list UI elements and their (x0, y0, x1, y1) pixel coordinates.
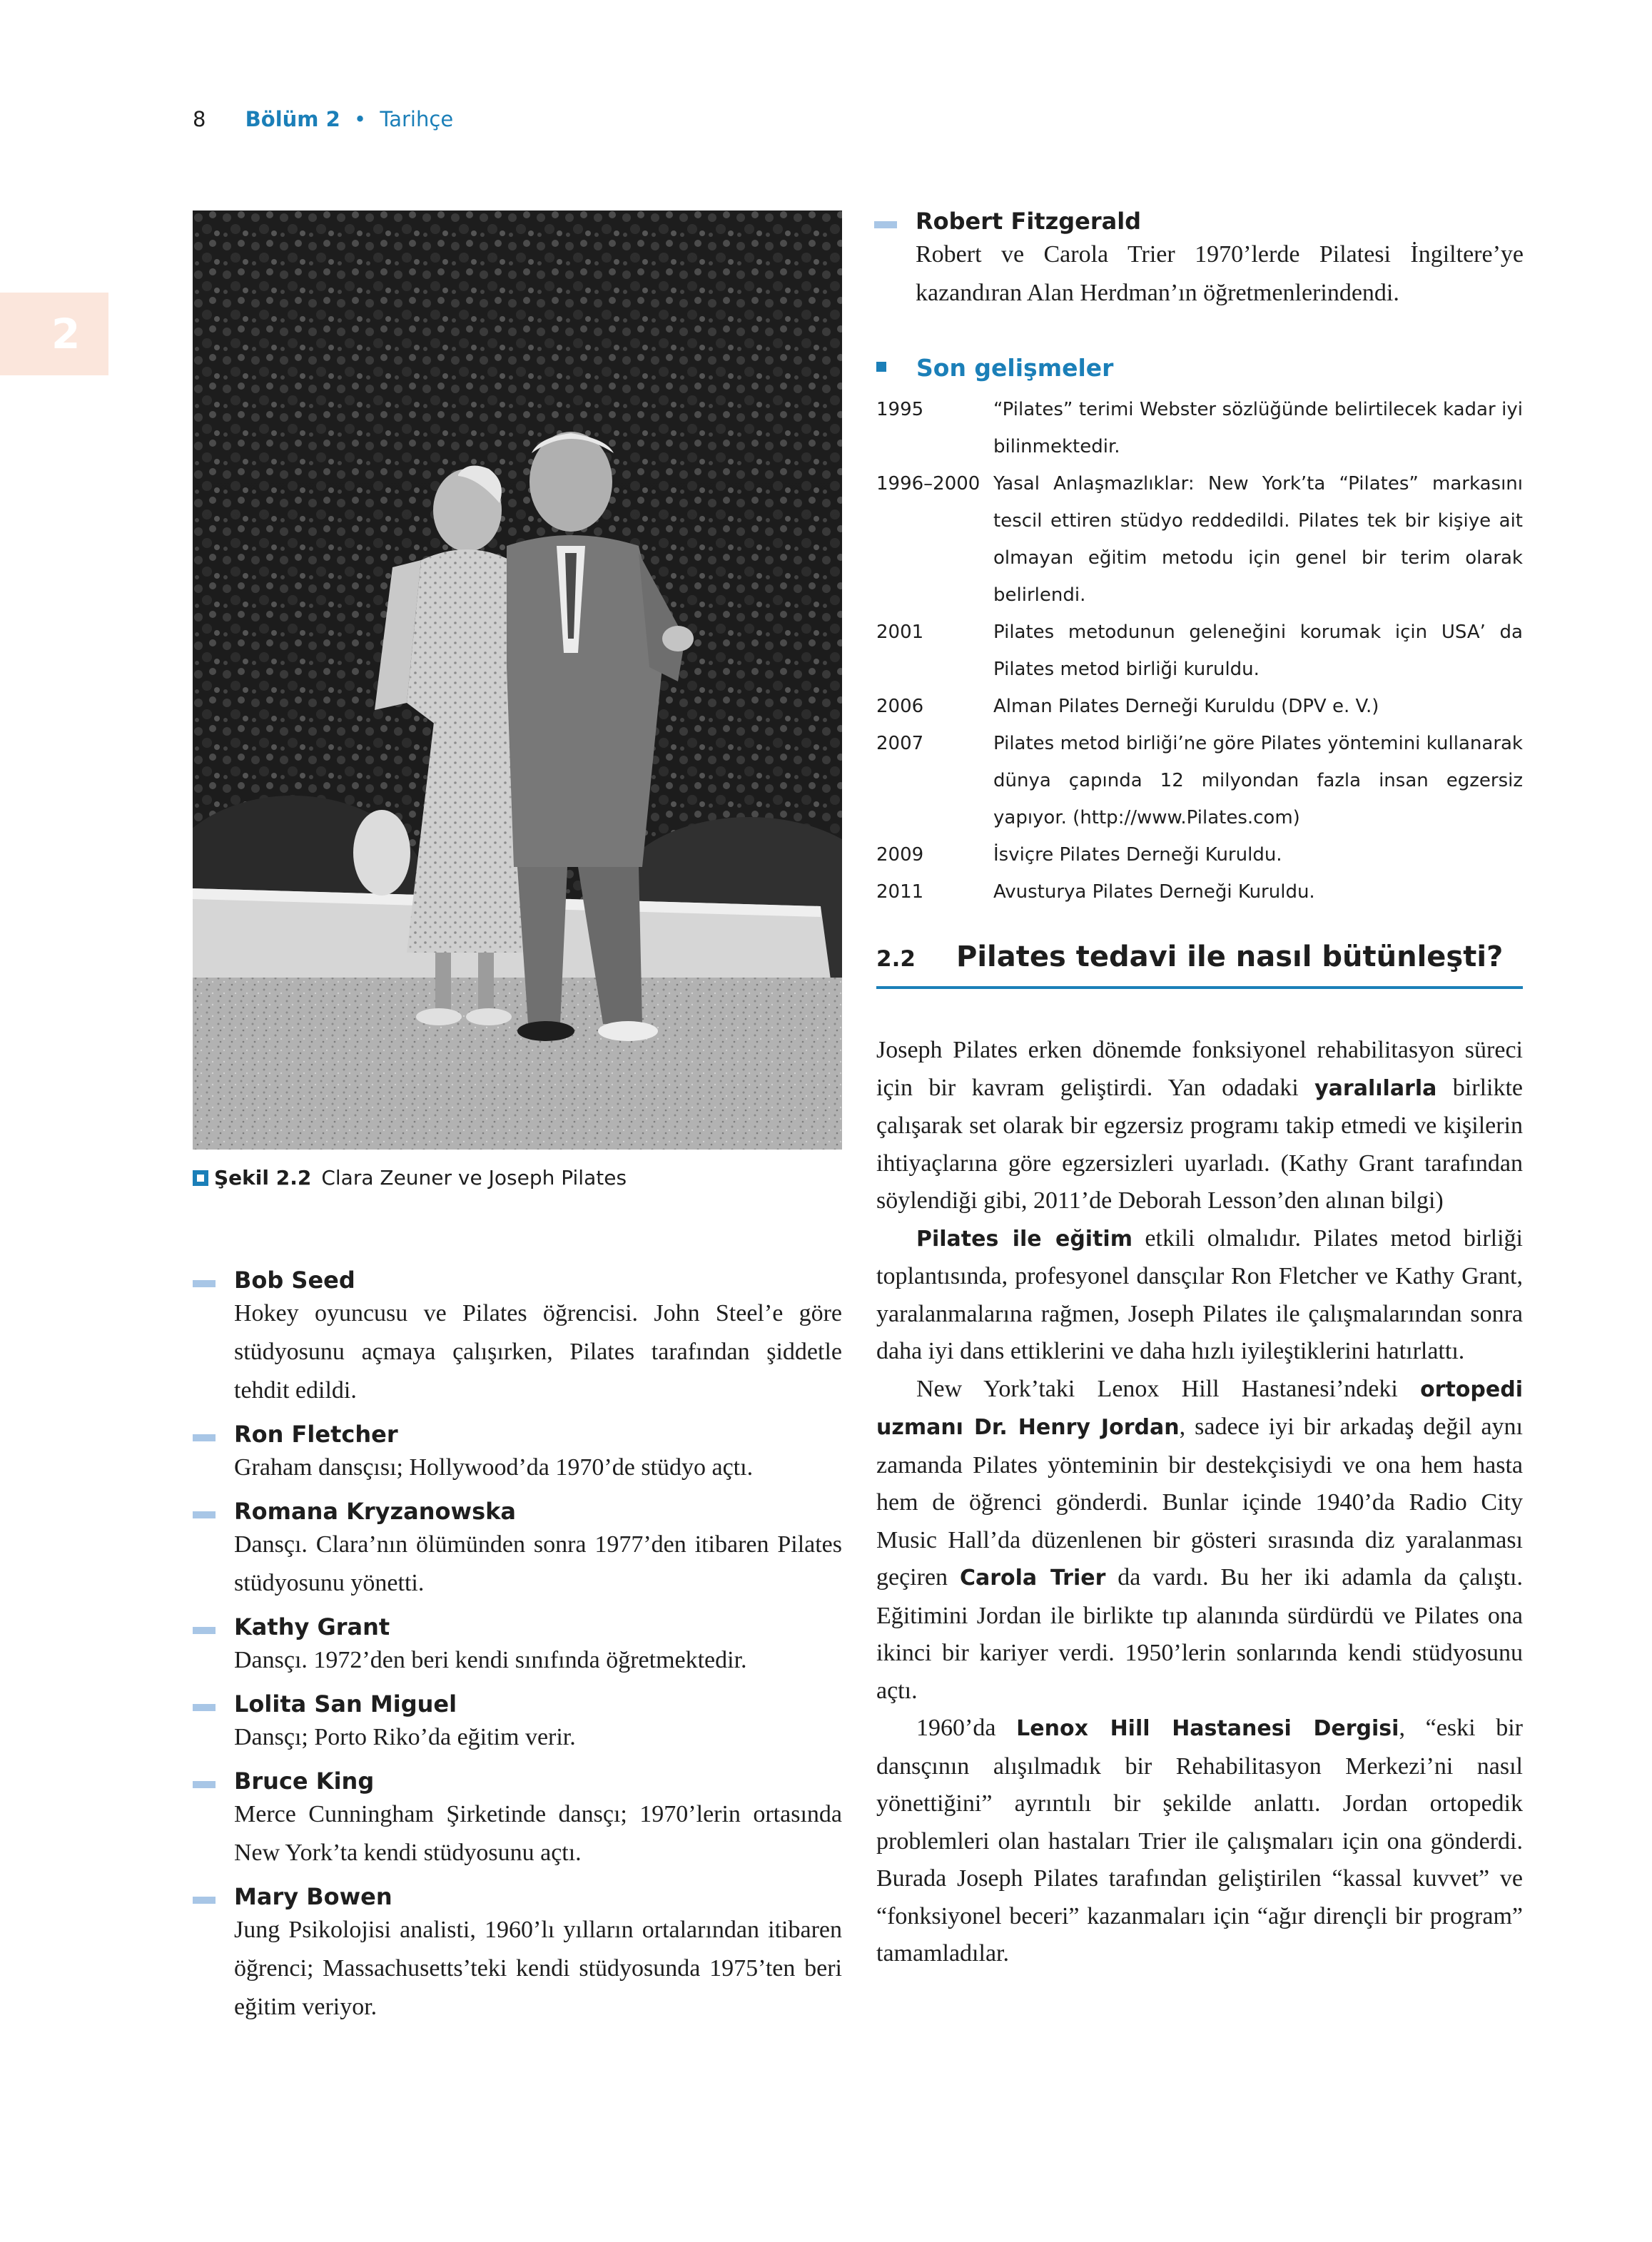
timeline-list (876, 391, 1523, 911)
text-run: 1960’da (916, 1715, 1017, 1741)
bullet-dash-icon (193, 1627, 216, 1634)
timeline-text: İsviçre Pilates Derneği Kuruldu. (993, 844, 1282, 866)
bold-term: Pilates ile eğitim (916, 1226, 1132, 1252)
text-run: Joseph Pilates erken dönemde fonksiyonel rehabilitasyon süreci için bir kavram geliştirdi. Yan odadaki (876, 1037, 1523, 1101)
entry-description: Robert ve Carola Trier 1970’lerde Pilatesi İngiltere’ye kazandıran Alan Herdman’ın öğretmenlerindendi. (916, 241, 1524, 306)
entry-name: Ron Fletcher (234, 1421, 398, 1448)
bullet-dash-icon (193, 1704, 216, 1711)
timeline-row (876, 725, 1523, 836)
figure-caption (193, 1166, 627, 1190)
entry-name: Kathy Grant (234, 1613, 390, 1640)
timeline-year: 2009 (876, 844, 924, 866)
paragraph (876, 1220, 1523, 1371)
list-item (916, 207, 1524, 313)
text-run: etkili olmalıdır. Pilates metod birliği toplantısında, profesyonel dansçılar Ron Fletcher ve Kathy Grant, yaralanmalarına rağmen, Joseph Pilates ile çalışmalarından sonra daha iyi dans ettiklerini ve daha hızlı iyileştiklerini hatırlattı. (876, 1224, 1523, 1364)
bold-term: ortopedi uzmanı Dr. Henry Jordan (876, 1376, 1523, 1440)
entry-name: Romana Kryzanowska (234, 1498, 516, 1525)
bullet-dash-icon (193, 1280, 216, 1287)
figure-label: Şekil 2.2 (214, 1166, 312, 1190)
list-item (234, 1613, 842, 1680)
timeline-row (876, 836, 1523, 873)
header-separator: • (354, 107, 367, 131)
text-run: da vardı. Bu her iki adamla da çalıştı. Eğitimini Jordan ile birlikte tıp alanında sürdürdü ve Pilates ona ikinci bir kariyer verdi. 1950’lerin sonlarında kendi stüdyosunu açtı. (876, 1564, 1524, 1704)
section-title: Pilates tedavi ile nasıl bütünleşti? (956, 940, 1504, 973)
text-run: , “eski bir dansçının alışılmadık bir Rehabilitasyon Merkezi’ni nasıl yönettiğini” ayrıntılı bir şekilde anlattı. Jordan ortopedik problemleri olan hastaları Trier ile çalışmaları için ona gönderdi. Burada Joseph Pilates tarafından geliştirilen “kassal kuvvet” ve “fonksiyonel beceri” kazanmaları için “ağır dirençli bir program” tamamladılar. (876, 1715, 1523, 1967)
timeline-year: 2001 (876, 622, 924, 643)
entry-description: Graham dansçısı; Hollywood’da 1970’de stüdyo açtı. (234, 1454, 754, 1481)
timeline-text: Yasal Anlaşmazlıklar: New York’ta “Pilates” markasını tescil ettiren stüdyo reddedildi. Pilates tek bir kişiye ait olmayan eğitim metodu için genel bir terim olarak belirlendi. (993, 473, 1523, 606)
bullet-dash-icon (193, 1434, 216, 1441)
timeline-year: 2007 (876, 733, 924, 754)
timeline-row (876, 614, 1523, 688)
page-number: 8 (193, 107, 206, 131)
text-run: , sadece iyi bir arkadaş değil aynı zamanda Pilates yönteminin bir destekçisiydi ve ona hem hasta hem de öğrenci gönderdi. Bunlar içinde 1940’da Radio City Music Hall’da düzenlenen bir gösteri sırasında diz yaralanması geçiren (876, 1414, 1523, 1591)
text-run: birlikte çalışarak set olarak bir egzersiz programı takip etmedi ve kişilerin ihtiyaçlarına göre egzersizleri uyarladı. (Kathy Grant tarafından söylendiği gibi, 2011’de Deborah Lesson’den alınan bilgi) (876, 1074, 1523, 1214)
figure-photo (193, 210, 842, 1150)
text-run: New York’taki Lenox Hill Hastanesi’ndeki (916, 1375, 1421, 1402)
timeline-text: Pilates metodunun geleneğini korumak için USA’ da Pilates metod birliği kuruldu. (993, 622, 1523, 680)
list-item (234, 1266, 842, 1410)
paragraph (876, 1032, 1523, 1220)
bullet-dash-icon (193, 1897, 216, 1904)
timeline-year: 2006 (876, 696, 924, 717)
body-text (876, 1032, 1523, 1973)
timeline-year: 1996–2000 (876, 473, 980, 494)
chapter-label: Bölüm 2 (245, 107, 340, 131)
timeline-year: 1995 (876, 399, 924, 420)
entry-description: Dansçı; Porto Riko’da eğitim verir. (234, 1724, 576, 1750)
entry-description: Jung Psikolojisi analisti, 1960’lı yılların ortalarından itibaren öğrenci; Massachusetts’teki kendi stüdyosunda 1975’ten beri eğitim veriyor. (234, 1917, 842, 2020)
entry-name: Robert Fitzgerald (916, 208, 1142, 235)
chapter-tab: 2 (0, 293, 108, 375)
timeline-text: “Pilates” terimi Webster sözlüğünde belirtilecek kadar iyi bilinmektedir. (993, 399, 1523, 457)
timeline-row (876, 465, 1523, 614)
entry-description: Dansçı. Clara’nın ölümünden sonra 1977’den itibaren Pilates stüdyosunu yönetti. (234, 1531, 842, 1596)
list-item (234, 1420, 842, 1487)
figure-caption-text: Clara Zeuner ve Joseph Pilates (321, 1166, 627, 1190)
paragraph (876, 1710, 1523, 1973)
bullet-dash-icon (193, 1511, 216, 1518)
bullet-dash-icon (874, 221, 897, 228)
section-heading (876, 940, 1523, 989)
list-item (234, 1882, 842, 2027)
timeline-row (876, 688, 1523, 725)
list-item (234, 1690, 842, 1757)
list-item (234, 1497, 842, 1603)
square-bullet-icon (876, 362, 886, 372)
subsection-heading (876, 354, 1113, 382)
entry-name: Bruce King (234, 1767, 375, 1795)
bold-term: Lenox Hill Hastanesi Dergisi (1016, 1716, 1399, 1741)
subsection-heading-text: Son gelişmeler (916, 354, 1114, 382)
entry-description: Merce Cunningham Şirketinde dansçı; 1970’lerin ortasında New York’ta kendi stüdyosunu açtı. (234, 1801, 842, 1866)
list-item (234, 1767, 842, 1872)
entry-name: Mary Bowen (234, 1883, 392, 1910)
timeline-text: Avusturya Pilates Derneği Kuruldu. (993, 881, 1315, 903)
bullet-dash-icon (193, 1781, 216, 1788)
entry-name: Bob Seed (234, 1267, 355, 1294)
paragraph (876, 1371, 1523, 1710)
timeline-text: Pilates metod birliği’ne göre Pilates yöntemini kullanarak dünya çapında 12 milyondan fazla insan egzersiz yapıyor. (http://www.Pilates.com) (993, 733, 1523, 828)
timeline-year: 2011 (876, 881, 924, 903)
timeline-text: Alman Pilates Derneği Kuruldu (DPV e. V.) (993, 696, 1379, 717)
section-number: 2.2 (876, 946, 916, 972)
bold-term: yaralılarla (1314, 1075, 1437, 1101)
running-header (193, 107, 453, 131)
entry-description: Hokey oyuncusu ve Pilates öğrencisi. John Steel’e göre stüdyosunu açmaya çalışırken, Pilates tarafından şiddetle tehdit edildi. (234, 1300, 842, 1404)
timeline-row (876, 873, 1523, 911)
bold-term: Carola Trier (959, 1566, 1106, 1591)
entry-name: Lolita San Miguel (234, 1690, 457, 1718)
entry-description: Dansçı. 1972’den beri kendi sınıfında öğretmektedir. (234, 1647, 747, 1673)
timeline-row (876, 391, 1523, 465)
figure-icon (193, 1170, 208, 1186)
section-label: Tarihçe (380, 107, 454, 131)
